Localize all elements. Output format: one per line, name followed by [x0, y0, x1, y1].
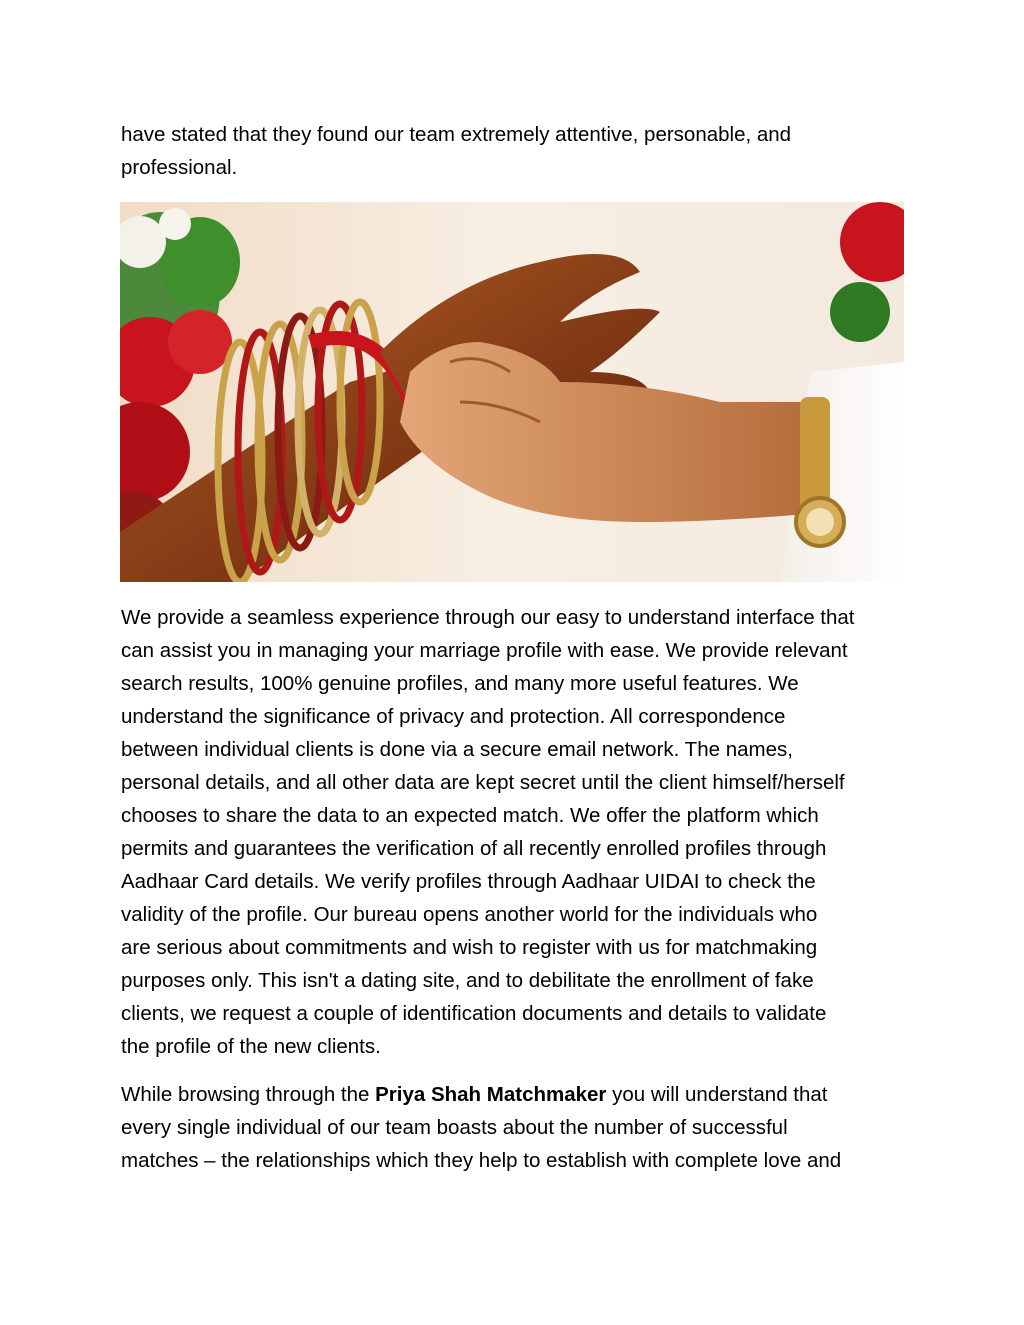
- wedding-hands-photo: [120, 202, 904, 582]
- text-line: search results, 100% genuine profiles, and many more useful features. We: [121, 672, 799, 695]
- text-line: personal details, and all other data are kept secret until the client himself/herself: [121, 771, 845, 794]
- text-line: are serious about commitments and wish to register with us for matchmaking: [121, 936, 818, 959]
- text-line: understand the significance of privacy and protection. All correspondence: [121, 705, 786, 728]
- text-line: [121, 1078, 911, 1111]
- text-line: purposes only. This isn't a dating site, and to debilitate the enrollment of fake: [121, 969, 814, 992]
- text-line: We provide a seamless experience through our easy to understand interface that: [121, 606, 855, 629]
- text-line: permits and guarantees the verification of all recently enrolled profiles through: [121, 837, 827, 860]
- text-line: matches – the relationships which they help to establish with complete love and: [121, 1149, 842, 1172]
- text-line: professional.: [121, 156, 238, 179]
- text-line: validity of the profile. Our bureau opens another world for the individuals who: [121, 903, 818, 926]
- text-before-brand: While browsing through the: [121, 1083, 376, 1106]
- text-line: between individual clients is done via a secure email network. The names,: [121, 738, 793, 761]
- wedding-hands-icon: [120, 202, 904, 582]
- text-line: can assist you in managing your marriage profile with ease. We provide relevant: [121, 639, 848, 662]
- text-after-brand: you will understand that: [606, 1083, 828, 1106]
- paragraph-features: [121, 601, 911, 1063]
- text-line: have stated that they found our team extremely attentive, personable, and: [121, 123, 792, 146]
- text-line: the profile of the new clients.: [121, 1035, 381, 1058]
- text-line: chooses to share the data to an expected match. We offer the platform which: [121, 804, 819, 827]
- brand-name: Priya Shah Matchmaker: [375, 1083, 607, 1106]
- paragraph-browsing: [121, 1078, 911, 1177]
- text-line: every single individual of our team boasts about the number of successful: [121, 1116, 788, 1139]
- paragraph-intro: [121, 118, 911, 184]
- text-line: Aadhaar Card details. We verify profiles through Aadhaar UIDAI to check the: [121, 870, 816, 893]
- text-line: clients, we request a couple of identification documents and details to validate: [121, 1002, 827, 1025]
